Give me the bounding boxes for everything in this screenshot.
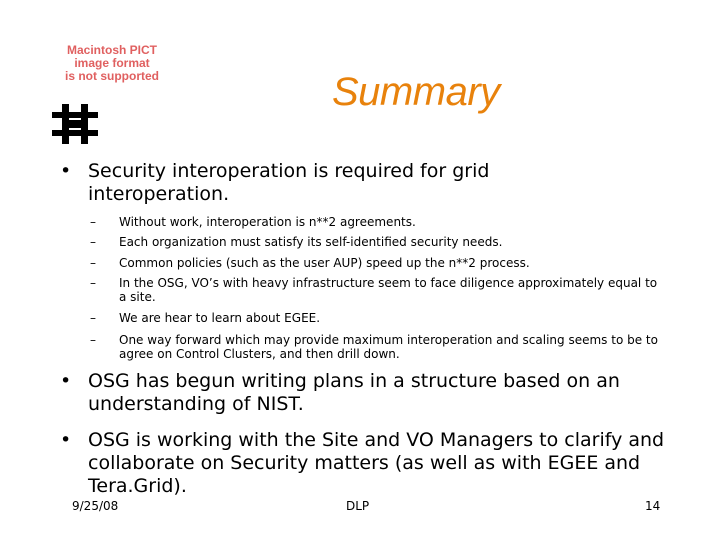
subitem-1 bbox=[90, 215, 660, 229]
footer-date: 9/25/08 bbox=[72, 499, 119, 513]
bullet-text: OSG has begun writing plans in a structure based on an understanding of NIST. bbox=[88, 370, 620, 415]
bullet-glyph: • bbox=[60, 160, 72, 182]
subitem-text: One way forward which may provide maximum interoperation and scaling seems to be to agree on Control Clusters, and then drill down. bbox=[119, 333, 658, 361]
bullet-text: OSG is working with the Site and VO Managers to clarify and collaborate on Security matters (as well as with EGEE and Tera.Grid). bbox=[88, 429, 665, 497]
bullet-2 bbox=[60, 370, 660, 416]
footer-author: DLP bbox=[346, 499, 370, 513]
subitem-text: Common policies (such as the user AUP) speed up the n**2 process. bbox=[119, 256, 530, 270]
subitem-text: Without work, interoperation is n**2 agreements. bbox=[119, 215, 416, 229]
unsupported-image-placeholder bbox=[50, 44, 174, 83]
placeholder-line-2: image format bbox=[74, 56, 150, 70]
subitem-text: In the OSG, VO’s with heavy infrastructure seem to face diligence approximately equal to a site. bbox=[119, 276, 658, 304]
dash-glyph: – bbox=[90, 215, 96, 229]
dash-glyph: – bbox=[90, 333, 96, 347]
subitem-2 bbox=[90, 235, 660, 249]
dash-glyph: – bbox=[90, 256, 96, 270]
fermilab-logo-icon bbox=[52, 104, 98, 144]
bullet-1 bbox=[60, 160, 560, 206]
subitem-3 bbox=[90, 256, 660, 270]
subitem-text: Each organization must satisfy its self-identified security needs. bbox=[119, 235, 503, 249]
dash-glyph: – bbox=[90, 235, 96, 249]
bullet-text: Security interoperation is required for grid interoperation. bbox=[88, 160, 490, 205]
dash-glyph: – bbox=[90, 311, 96, 325]
bullet-glyph: • bbox=[60, 370, 72, 392]
bullet-3 bbox=[60, 429, 668, 498]
placeholder-line-3: is not supported bbox=[65, 69, 159, 83]
subitem-5 bbox=[90, 311, 660, 325]
subitem-4 bbox=[90, 276, 660, 304]
placeholder-line-1: Macintosh PICT bbox=[66, 43, 157, 57]
subitem-text: We are hear to learn about EGEE. bbox=[119, 311, 321, 325]
footer-page-number: 14 bbox=[645, 499, 661, 513]
bullet-glyph: • bbox=[60, 429, 72, 451]
subitem-6 bbox=[90, 333, 660, 361]
dash-glyph: – bbox=[90, 276, 96, 290]
slide-title: Summary bbox=[332, 70, 500, 114]
